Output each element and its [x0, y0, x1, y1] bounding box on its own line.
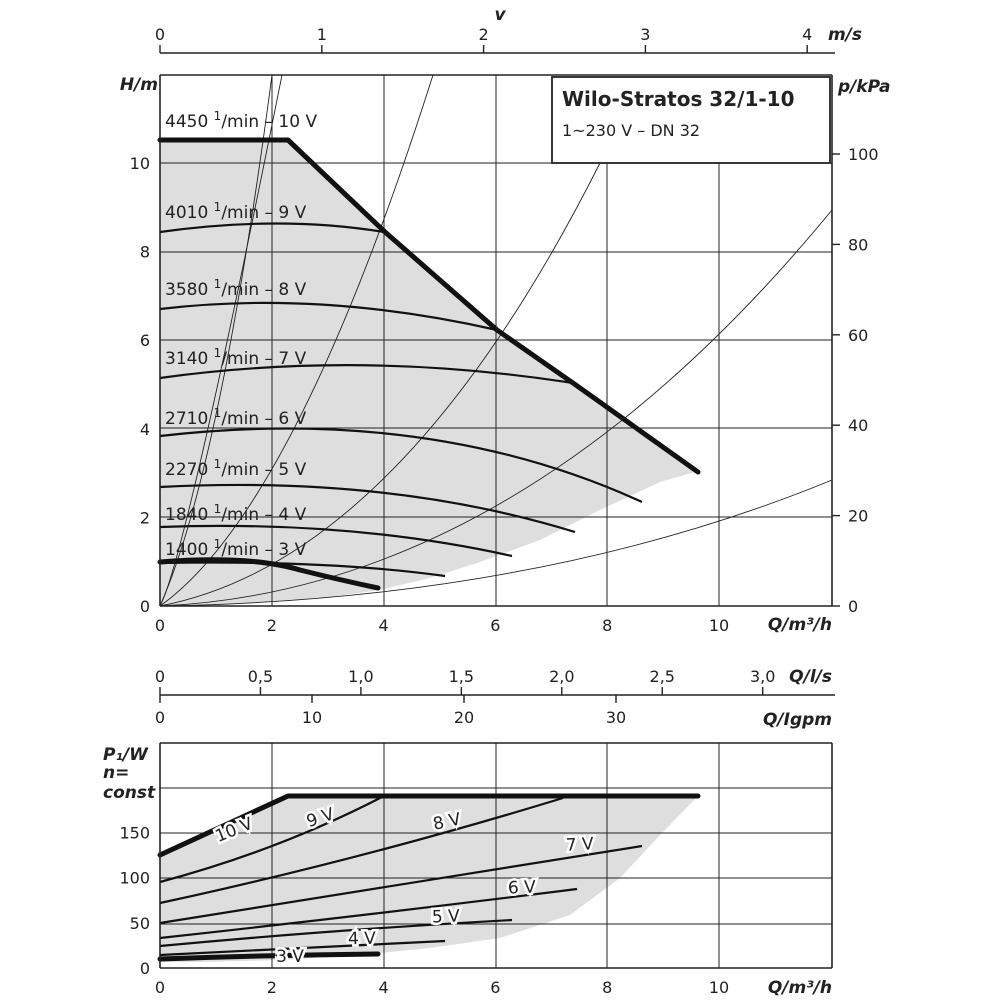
- power-curve-label: 10 V: [212, 813, 256, 847]
- bottom-q-tick-label: 8: [602, 978, 613, 997]
- v-axis-label: v: [494, 5, 506, 25]
- q-tick-label: 10: [708, 616, 730, 635]
- bottom-q-tick-label: 4: [378, 978, 389, 997]
- speed-label: 4450 $^1$/min – 10 V: [165, 109, 318, 132]
- p-tick-label: 100: [848, 145, 879, 164]
- chart-title: Wilo-Stratos 32/1-10: [562, 87, 795, 111]
- ls-tick-label: 0: [154, 667, 166, 686]
- v-axis-unit: m/s: [827, 25, 862, 45]
- h-tick-label: 8: [139, 242, 150, 262]
- power-tick-label: 150: [119, 823, 150, 843]
- power-curve-label: 7 V: [565, 834, 595, 856]
- ls-tick-label: 0,5: [247, 667, 274, 686]
- top-chart: [120, 5, 891, 635]
- flow-unit-axes: [155, 667, 835, 730]
- speed-label: 2710 $^1$/min – 6 V: [165, 406, 307, 429]
- ls-axis-unit: Q/l/s: [789, 667, 832, 687]
- speed-label: 3580 $^1$/min – 8 V: [165, 277, 307, 300]
- v-tick-label: 4: [802, 25, 813, 44]
- p-tick-label: 40: [848, 416, 869, 436]
- v-tick-label: 3: [640, 25, 651, 44]
- power-curve-label: 4 V: [347, 928, 377, 950]
- igpm-axis-unit: Q/Igpm: [762, 710, 832, 730]
- v-tick-label: 2: [478, 25, 489, 44]
- bottom-q-tick-label: 2: [266, 978, 277, 997]
- v-tick-label: 1: [316, 25, 327, 44]
- q-tick-label: 8: [602, 616, 613, 635]
- p-axis-unit: p/kPa: [838, 77, 891, 97]
- igpm-tick-label: 10: [301, 708, 323, 727]
- power-curve-label: 6 V: [507, 877, 537, 899]
- power-axis-unit-1: P₁/W: [103, 745, 148, 765]
- speed-label: 2270 $^1$/min – 5 V: [165, 457, 307, 480]
- bottom-q-tick-label: 10: [708, 978, 730, 997]
- q-tick-label: 0: [154, 616, 166, 635]
- ls-tick-label: 3,0: [749, 667, 776, 686]
- p-tick-label: 80: [848, 235, 869, 255]
- power-curve-label: 5 V: [431, 906, 461, 928]
- power-curve-label: 3 V: [276, 947, 304, 967]
- q-tick-label: 6: [490, 616, 501, 635]
- h-tick-label: 4: [139, 419, 150, 439]
- v-tick-label: 0: [154, 25, 166, 44]
- middle-tick-labels: [155, 667, 776, 727]
- igpm-tick-label: 0: [154, 708, 166, 727]
- h-axis-unit: H/m: [119, 75, 158, 95]
- power-axis-unit-2: n=: [103, 763, 130, 783]
- speed-label: 1400 $^1$/min – 3 V: [165, 537, 307, 560]
- power-tick-label: 100: [119, 868, 150, 888]
- ls-tick-label: 1,0: [348, 667, 374, 686]
- power-curve-label: 8 V: [431, 809, 463, 835]
- bottom-q-tick-label: 0: [154, 978, 166, 997]
- speed-label: 4010 $^1$/min – 9 V: [165, 200, 307, 223]
- q-tick-label: 4: [378, 616, 389, 635]
- speed-label: 3140 $^1$/min – 7 V: [165, 346, 307, 369]
- p-tick-label: 60: [848, 325, 869, 345]
- ls-tick-label: 1,5: [448, 667, 475, 686]
- chart-subtitle: 1~230 V – DN 32: [562, 121, 701, 140]
- ls-tick-label: 2,0: [549, 667, 575, 686]
- bottom-q-tick-label: 6: [490, 978, 501, 997]
- q-tick-label: 2: [266, 616, 277, 635]
- p-tick-label: 0: [848, 597, 859, 616]
- p-tick-label: 20: [848, 506, 869, 526]
- h-tick-label: 10: [129, 154, 150, 173]
- power-curve-label: 9 V: [304, 804, 337, 833]
- igpm-tick-label: 20: [453, 708, 475, 727]
- bottom-chart: [103, 743, 832, 998]
- power-tick-label: 0: [139, 959, 150, 978]
- h-tick-label: 6: [139, 331, 150, 351]
- h-tick-label: 0: [139, 597, 150, 616]
- q-axis-unit-bottom: Q/m³/h: [767, 978, 832, 998]
- igpm-tick-label: 30: [605, 708, 627, 727]
- power-tick-label: 50: [129, 913, 150, 933]
- power-axis-unit-3: const: [103, 783, 156, 803]
- ls-tick-label: 2,5: [649, 667, 675, 686]
- h-tick-label: 2: [139, 508, 150, 528]
- q-axis-unit-top: Q/m³/h: [767, 615, 832, 635]
- speed-label: 1840 $^1$/min – 4 V: [165, 502, 307, 525]
